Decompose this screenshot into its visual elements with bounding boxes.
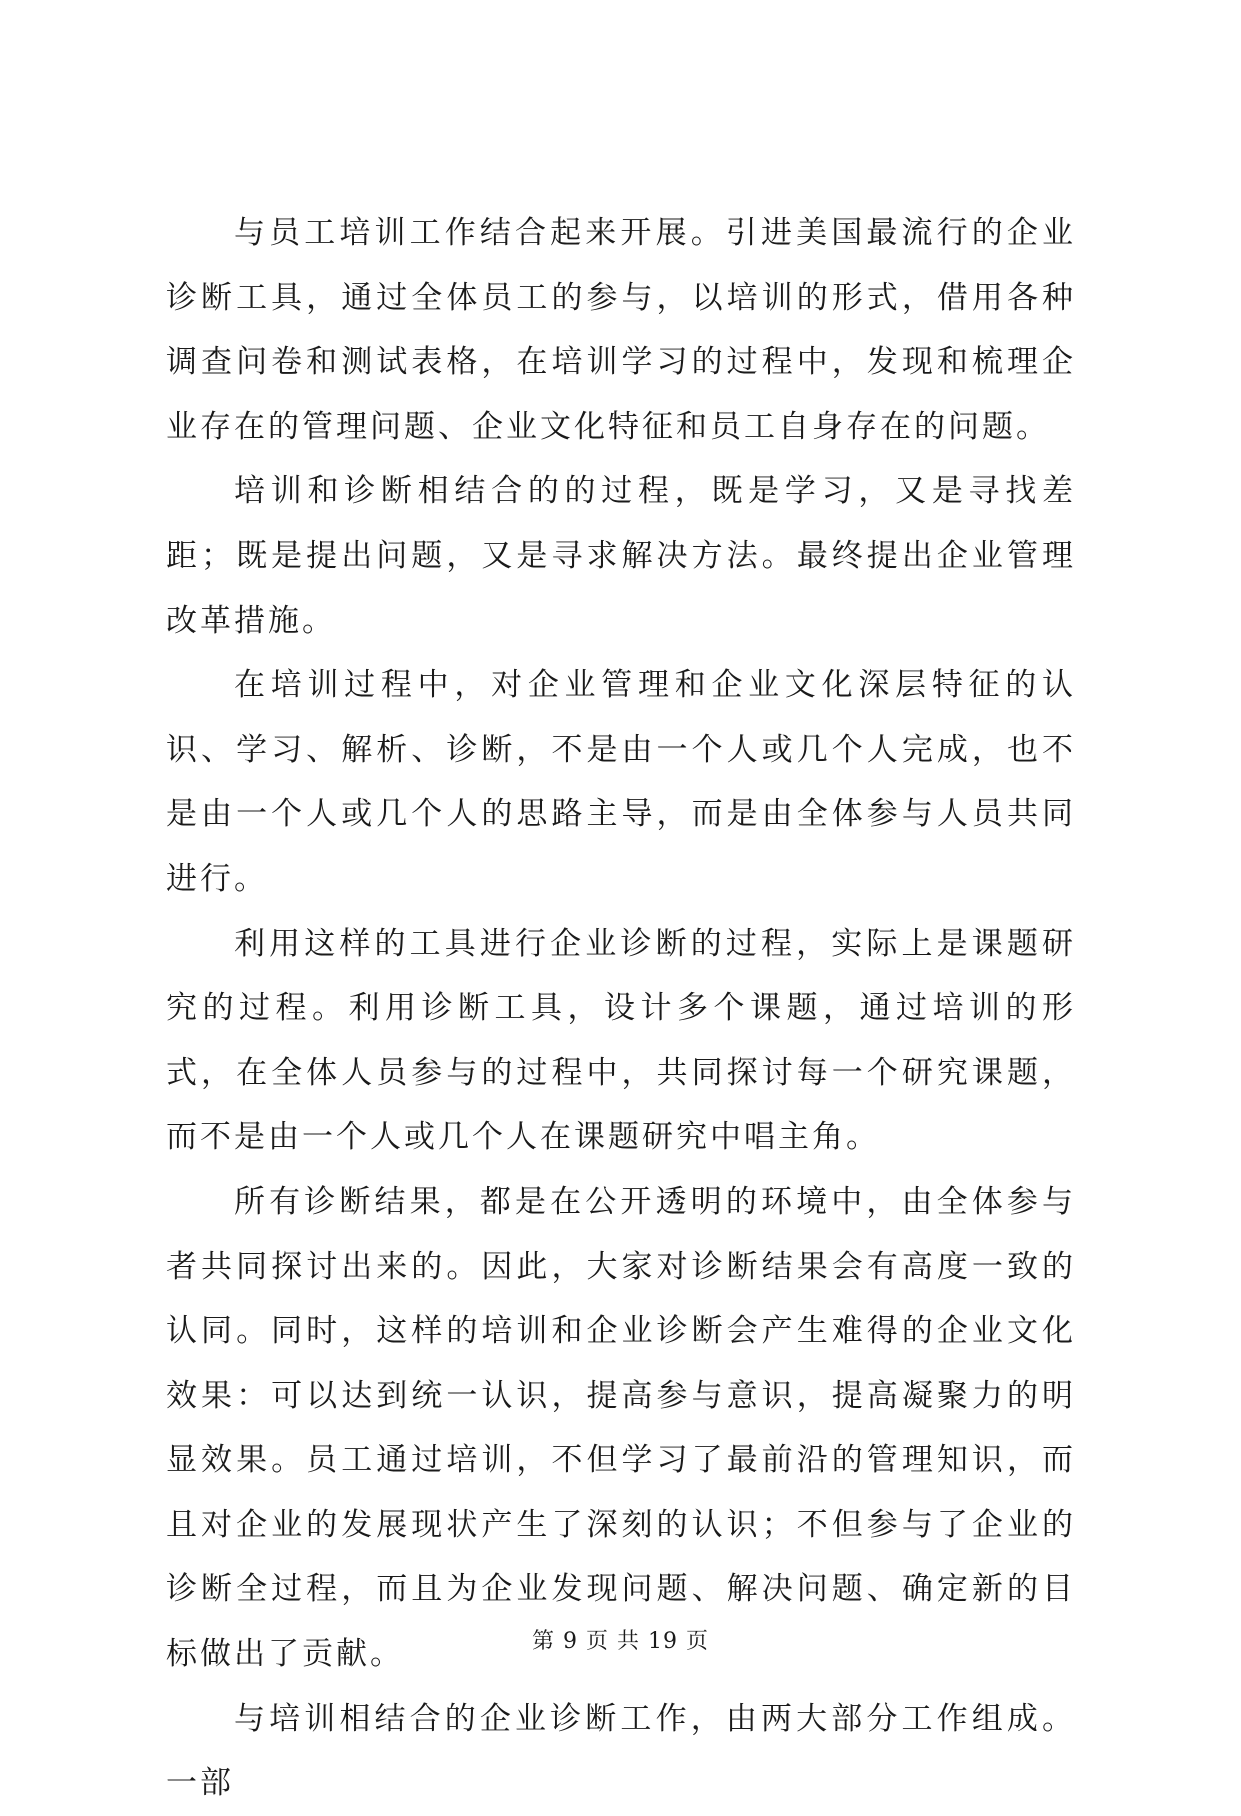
paragraph-3: 在培训过程中，对企业管理和企业文化深层特征的认识、学习、解析、诊断，不是由一个人或几个人完成，也不是由一个人或几个人的思路主导，而是由全体参与人员共同进行。	[166, 667, 1076, 897]
paragraph-4: 利用这样的工具进行企业诊断的过程，实际上是课题研究的过程。利用诊断工具，设计多个课题，通过培训的形式，在全体人员参与的过程中，共同探讨每一个研究课题，而不是由一个人或几个人在课题研究中唱主角。	[166, 925, 1076, 1156]
paragraph-2: 培训和诊断相结合的的过程，既是学习，又是寻找差距；既是提出问题，又是寻求解决方法。最终提出企业管理改革措施。	[166, 473, 1076, 639]
paragraph-1: 与员工培训工作结合起来开展。引进美国最流行的企业诊断工具，通过全体员工的参与，以培训的形式，借用各种调查问卷和测试表格，在培训学习的过程中，发现和梳理企业存在的管理问题、企业文化特征和员工自身存在的问题。	[166, 215, 1076, 445]
paragraph-5: 所有诊断结果，都是在公开透明的环境中，由全体参与者共同探讨出来的。因此，大家对诊断结果会有高度一致的认同。同时，这样的培训和企业诊断会产生难得的企业文化效果：可以达到统一认识，提高参与意识，提高凝聚力的明显效果。员工通过培训，不但学习了最前沿的管理知识，而且对企业的发展现状产生了深刻的认识；不但参与了企业的诊断全过程，而且为企业发现问题、解决问题、确定新的目标做出了贡献。	[166, 1183, 1076, 1673]
document-body	[166, 201, 1076, 1816]
page-number-footer: 第 9 页 共 19 页	[532, 1629, 709, 1654]
paragraph-6: 与培训相结合的企业诊断工作，由两大部分工作组成。一部	[166, 1700, 1076, 1802]
